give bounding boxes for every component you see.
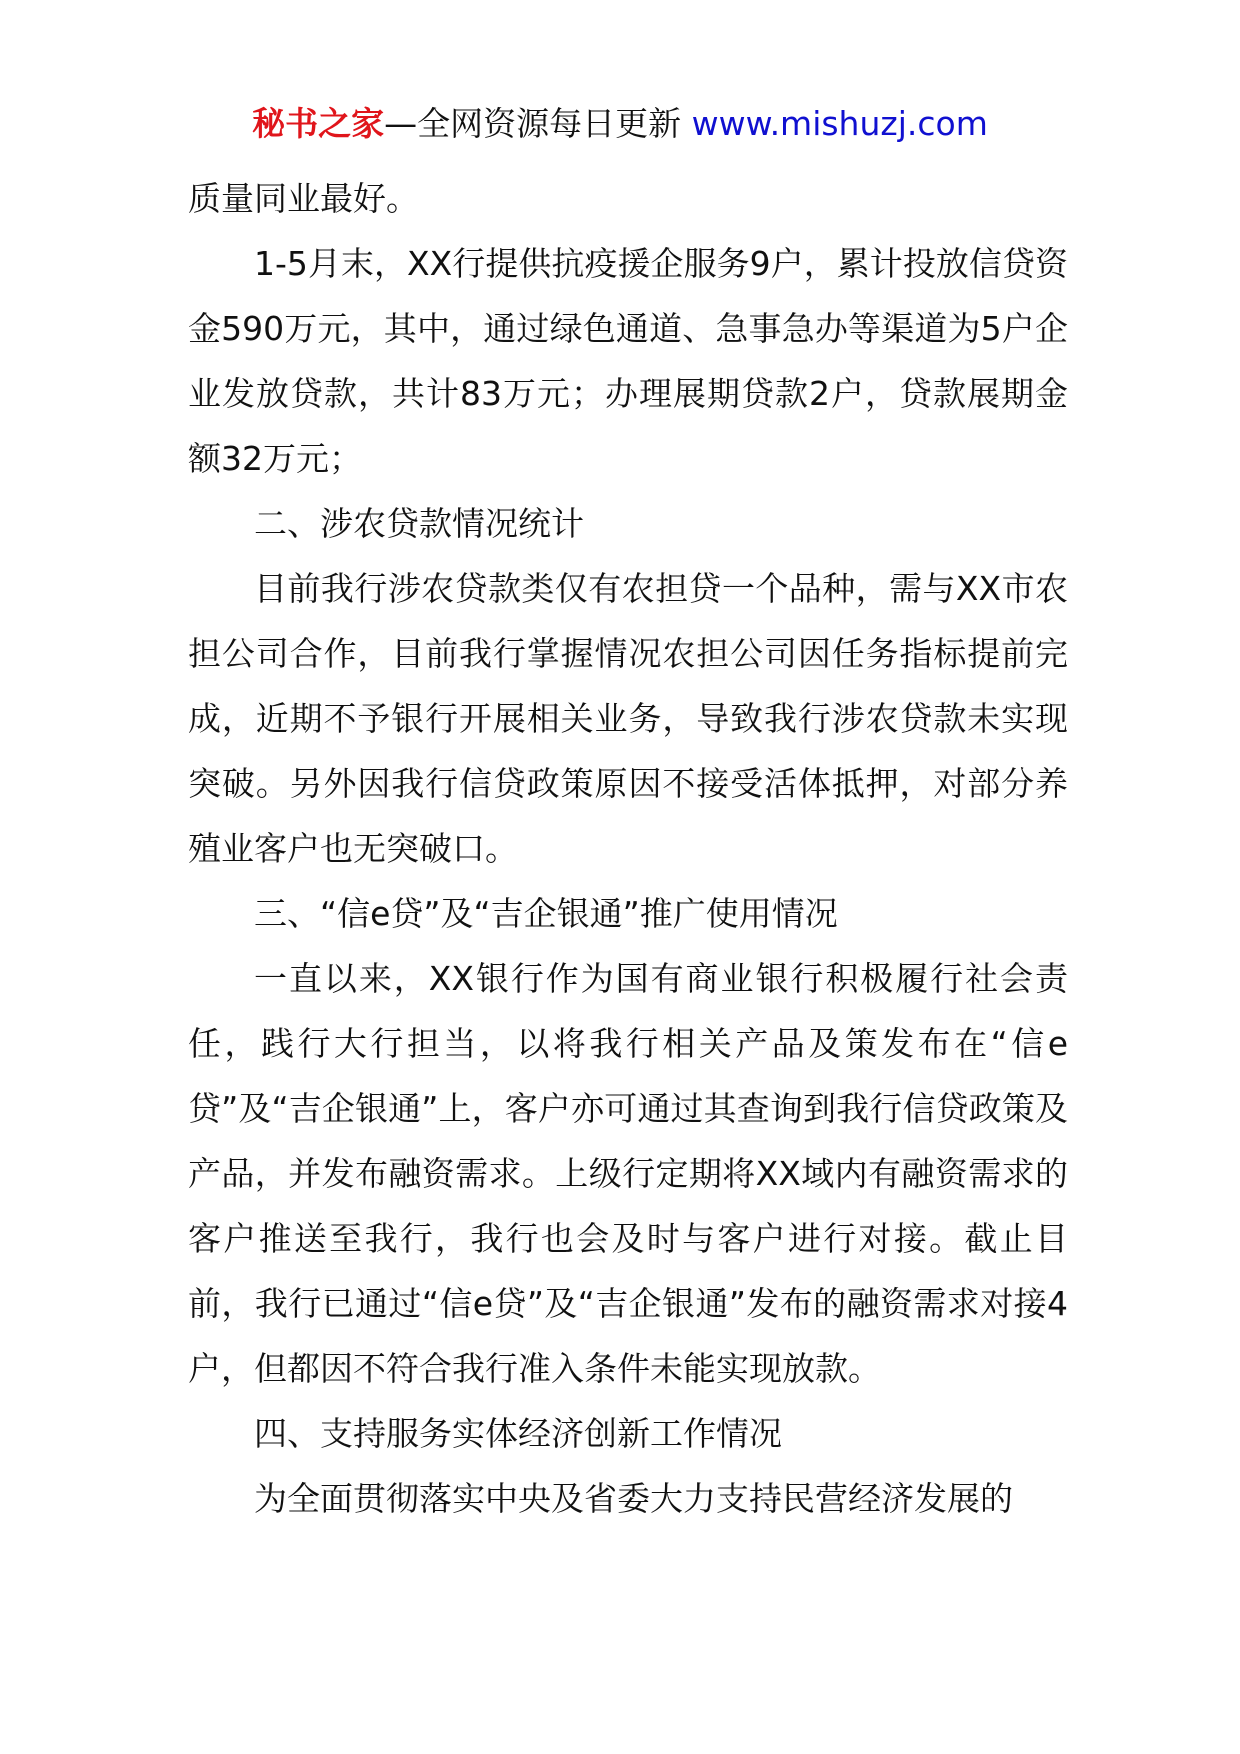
section-heading-innovation: 四、支持服务实体经济创新工作情况 xyxy=(254,1414,782,1453)
brand-name: 秘书之家 xyxy=(252,104,385,143)
paragraph-agri-loans: 目前我行涉农贷款类仅有农担贷一个品种，需与XX市农担公司合作，目前我行掌握情况农担公司因任务指标提前完成，近期不予银行开展相关业务，导致我行涉农贷款未实现突破。另外因我行信贷政策原因不接受活体抵押，对部分养殖业客户也无突破口。 xyxy=(188,569,1068,868)
section-heading-platform-usage: 三、“信e贷”及“吉企银通”推广使用情况 xyxy=(254,894,838,933)
header-slogan: —全网资源每日更新 xyxy=(384,104,682,143)
document-body xyxy=(188,166,1068,1531)
paragraph-innovation: 为全面贯彻落实中央及省委大力支持民营经济发展的 xyxy=(254,1479,1013,1518)
paragraph-continuation: 质量同业最好。 xyxy=(188,179,419,218)
paragraph-platform-usage: 一直以来，XX银行作为国有商业银行积极履行社会责任，践行大行担当，以将我行相关产品及策发布在“信e贷”及“吉企银通”上，客户亦可通过其查询到我行信贷政策及产品，并发布融资需求。上级行定期将XX域内有融资需求的客户推送至我行，我行也会及时与客户进行对接。截止目前，我行已通过“信e贷”及“吉企银通”发布的融资需求对接4户，但都因不符合我行准入条件未能实现放款。 xyxy=(188,959,1068,1388)
section-heading-agri-loans: 二、涉农贷款情况统计 xyxy=(254,504,584,543)
site-url-link[interactable]: www.mishuzj.com xyxy=(691,104,988,143)
paragraph-epidemic-support: 1-5月末，XX行提供抗疫援企服务9户，累计投放信贷资金590万元，其中，通过绿色通道、急事急办等渠道为5户企业发放贷款，共计83万元；办理展期贷款2户，贷款展期金额32万元； xyxy=(188,244,1068,478)
page-header xyxy=(0,100,1240,148)
